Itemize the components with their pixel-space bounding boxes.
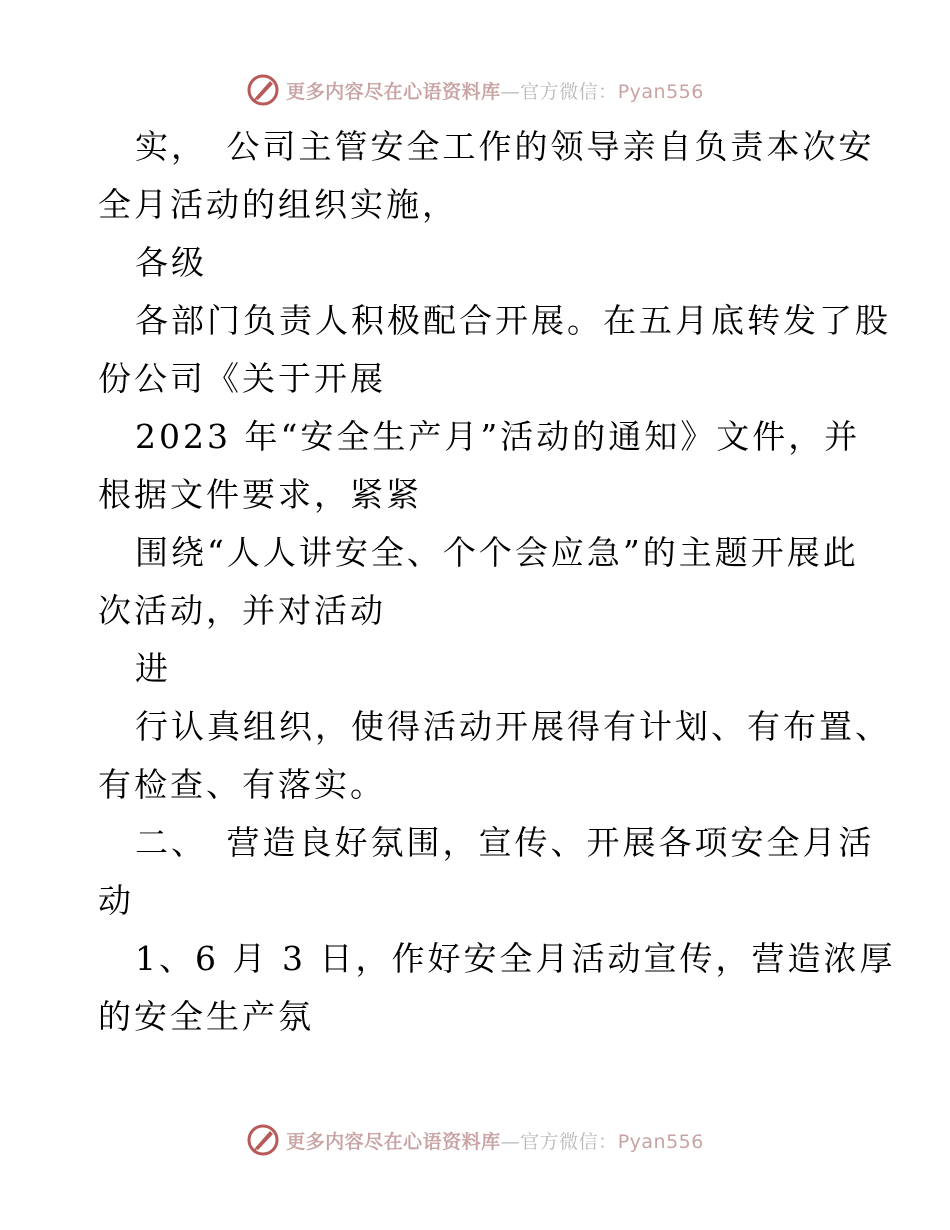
text-line: 各部门负责人积极配合开展。在五月底转发了股 xyxy=(135,301,891,340)
text-line: 2023 年“安全生产月”活动的通知》文件，并 xyxy=(135,417,861,456)
header-watermark xyxy=(0,70,950,110)
watermark-wechat-id: Pyan556 xyxy=(617,80,704,103)
text-line: 的安全生产氛 xyxy=(98,997,314,1036)
watermark-wechat-label: —官方微信： xyxy=(500,1130,618,1153)
quill-pen-logo-icon xyxy=(246,73,280,107)
text-line: 根据文件要求，紧紧 xyxy=(98,475,422,514)
text-line: 行认真组织，使得活动开展得有计划、有布置、 xyxy=(135,707,891,746)
text-line: 份公司《关于开展 xyxy=(98,359,386,398)
watermark-text xyxy=(286,77,704,104)
watermark-brand: 更多内容尽在心语资料库 xyxy=(286,1130,501,1153)
text-line: 1、6 月 3 日，作好安全月活动宣传，营造浓厚 xyxy=(135,939,896,978)
text-line: 二、 营造良好氛围，宣传、开展各项安全月活 xyxy=(135,823,875,862)
text-line: 进 xyxy=(135,649,171,688)
document-body xyxy=(98,118,896,1046)
text-line: 动 xyxy=(98,881,134,920)
text-line: 各级 xyxy=(135,243,207,282)
text-line: 实， 公司主管安全工作的领导亲自负责本次安 xyxy=(135,127,875,166)
quill-pen-logo-icon xyxy=(246,1123,280,1157)
watermark-text xyxy=(286,1127,704,1154)
text-line: 围绕“人人讲安全、个个会应急”的主题开展此 xyxy=(135,533,859,572)
watermark-brand: 更多内容尽在心语资料库 xyxy=(286,80,501,103)
text-line: 有检查、有落实。 xyxy=(98,765,386,804)
watermark-wechat-id: Pyan556 xyxy=(617,1130,704,1153)
watermark-wechat-label: —官方微信： xyxy=(500,80,618,103)
text-line: 次活动，并对活动 xyxy=(98,591,386,630)
footer-watermark xyxy=(0,1120,950,1160)
text-line: 全月活动的组织实施， xyxy=(98,185,458,224)
